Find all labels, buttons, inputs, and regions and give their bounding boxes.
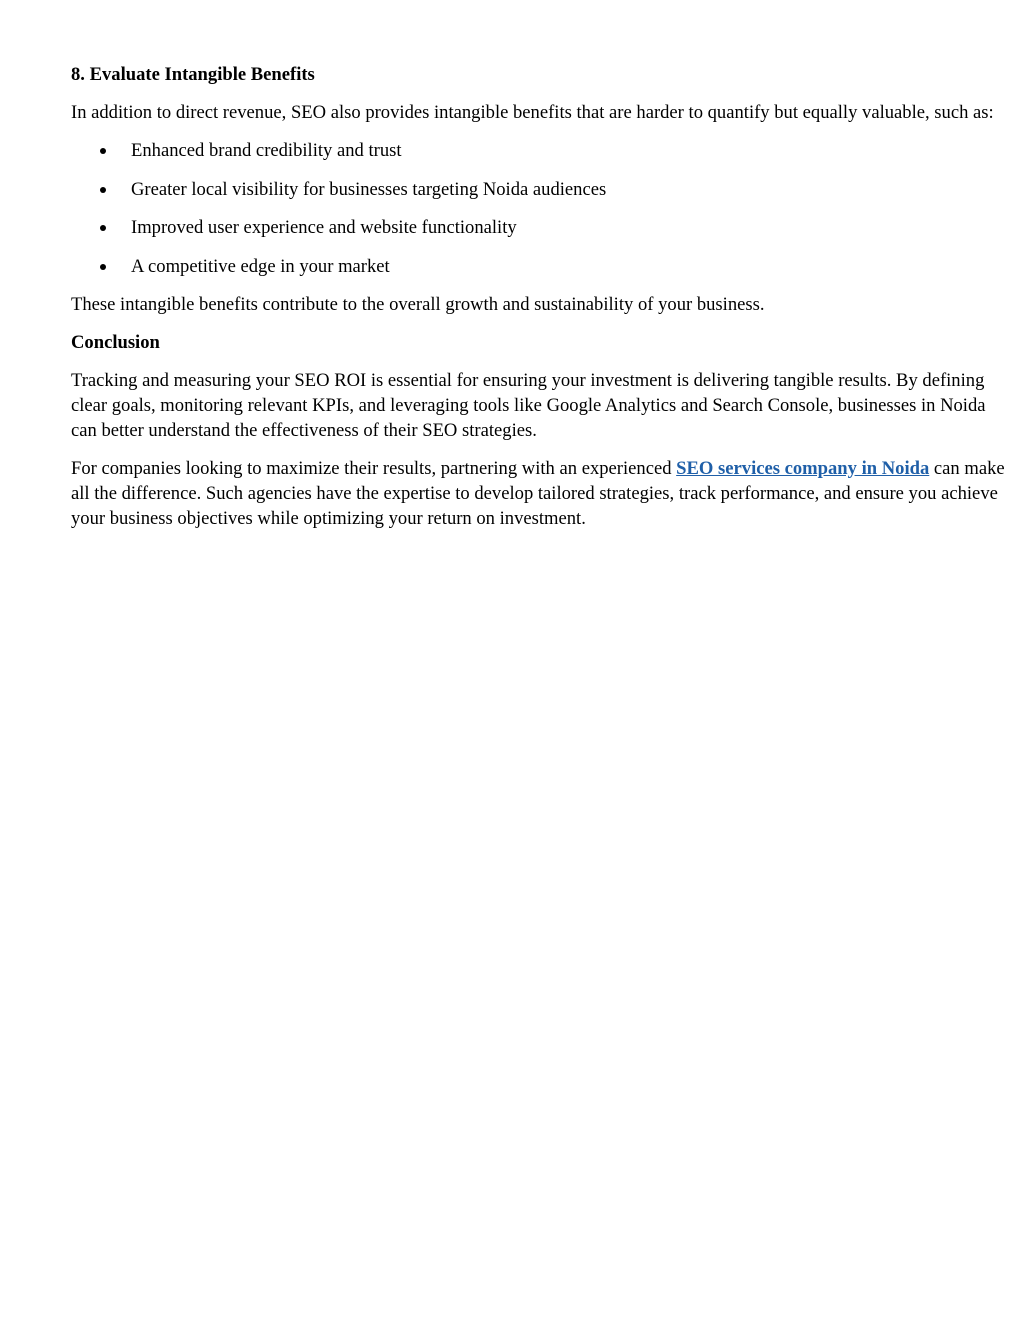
conclusion-heading: Conclusion: [71, 331, 160, 353]
list-item: [71, 177, 1011, 202]
list-item: [71, 215, 1011, 240]
list-item-text: Improved user experience and website functionality: [131, 217, 517, 238]
bullet-icon: [100, 225, 106, 231]
conclusion-paragraph-2-lead: For companies looking to maximize their results, partnering with an experienced: [71, 457, 677, 479]
list-item-text: Enhanced brand credibility and trust: [131, 140, 402, 161]
list-item: [71, 254, 1011, 279]
conclusion-paragraph-2: [71, 456, 1011, 531]
document-page: [71, 62, 1011, 544]
section-closing: These intangible benefits contribute to the overall growth and sustainability of your business.: [71, 293, 765, 315]
conclusion-paragraph-2-tail: can make all the difference. Such agencies have the expertise to develop tailored strategies, track performance, and ensure you achieve your business objectives while optimizing your return on investment.: [71, 457, 1005, 529]
benefits-list: [71, 138, 1011, 279]
bullet-icon: [100, 264, 106, 270]
seo-services-link[interactable]: SEO services company in Noida: [676, 457, 930, 479]
list-item-text: A competitive edge in your market: [131, 255, 390, 277]
bullet-icon: [100, 148, 106, 154]
list-item: [71, 138, 1011, 163]
list-item-text: Greater local visibility for businesses targeting Noida audiences: [131, 178, 607, 200]
section-intro: In addition to direct revenue, SEO also provides intangible benefits that are harder to quantify but equally valuable, such as:: [71, 102, 994, 123]
conclusion-paragraph-1: Tracking and measuring your SEO ROI is essential for ensuring your investment is delivering tangible results. By defining clear goals, monitoring relevant KPIs, and leveraging tools like Google Analytics and Search Console, businesses in Noida can better understand the effectiveness of their SEO strategies.: [71, 369, 986, 441]
bullet-icon: [100, 187, 106, 193]
section-heading: 8. Evaluate Intangible Benefits: [71, 64, 315, 85]
